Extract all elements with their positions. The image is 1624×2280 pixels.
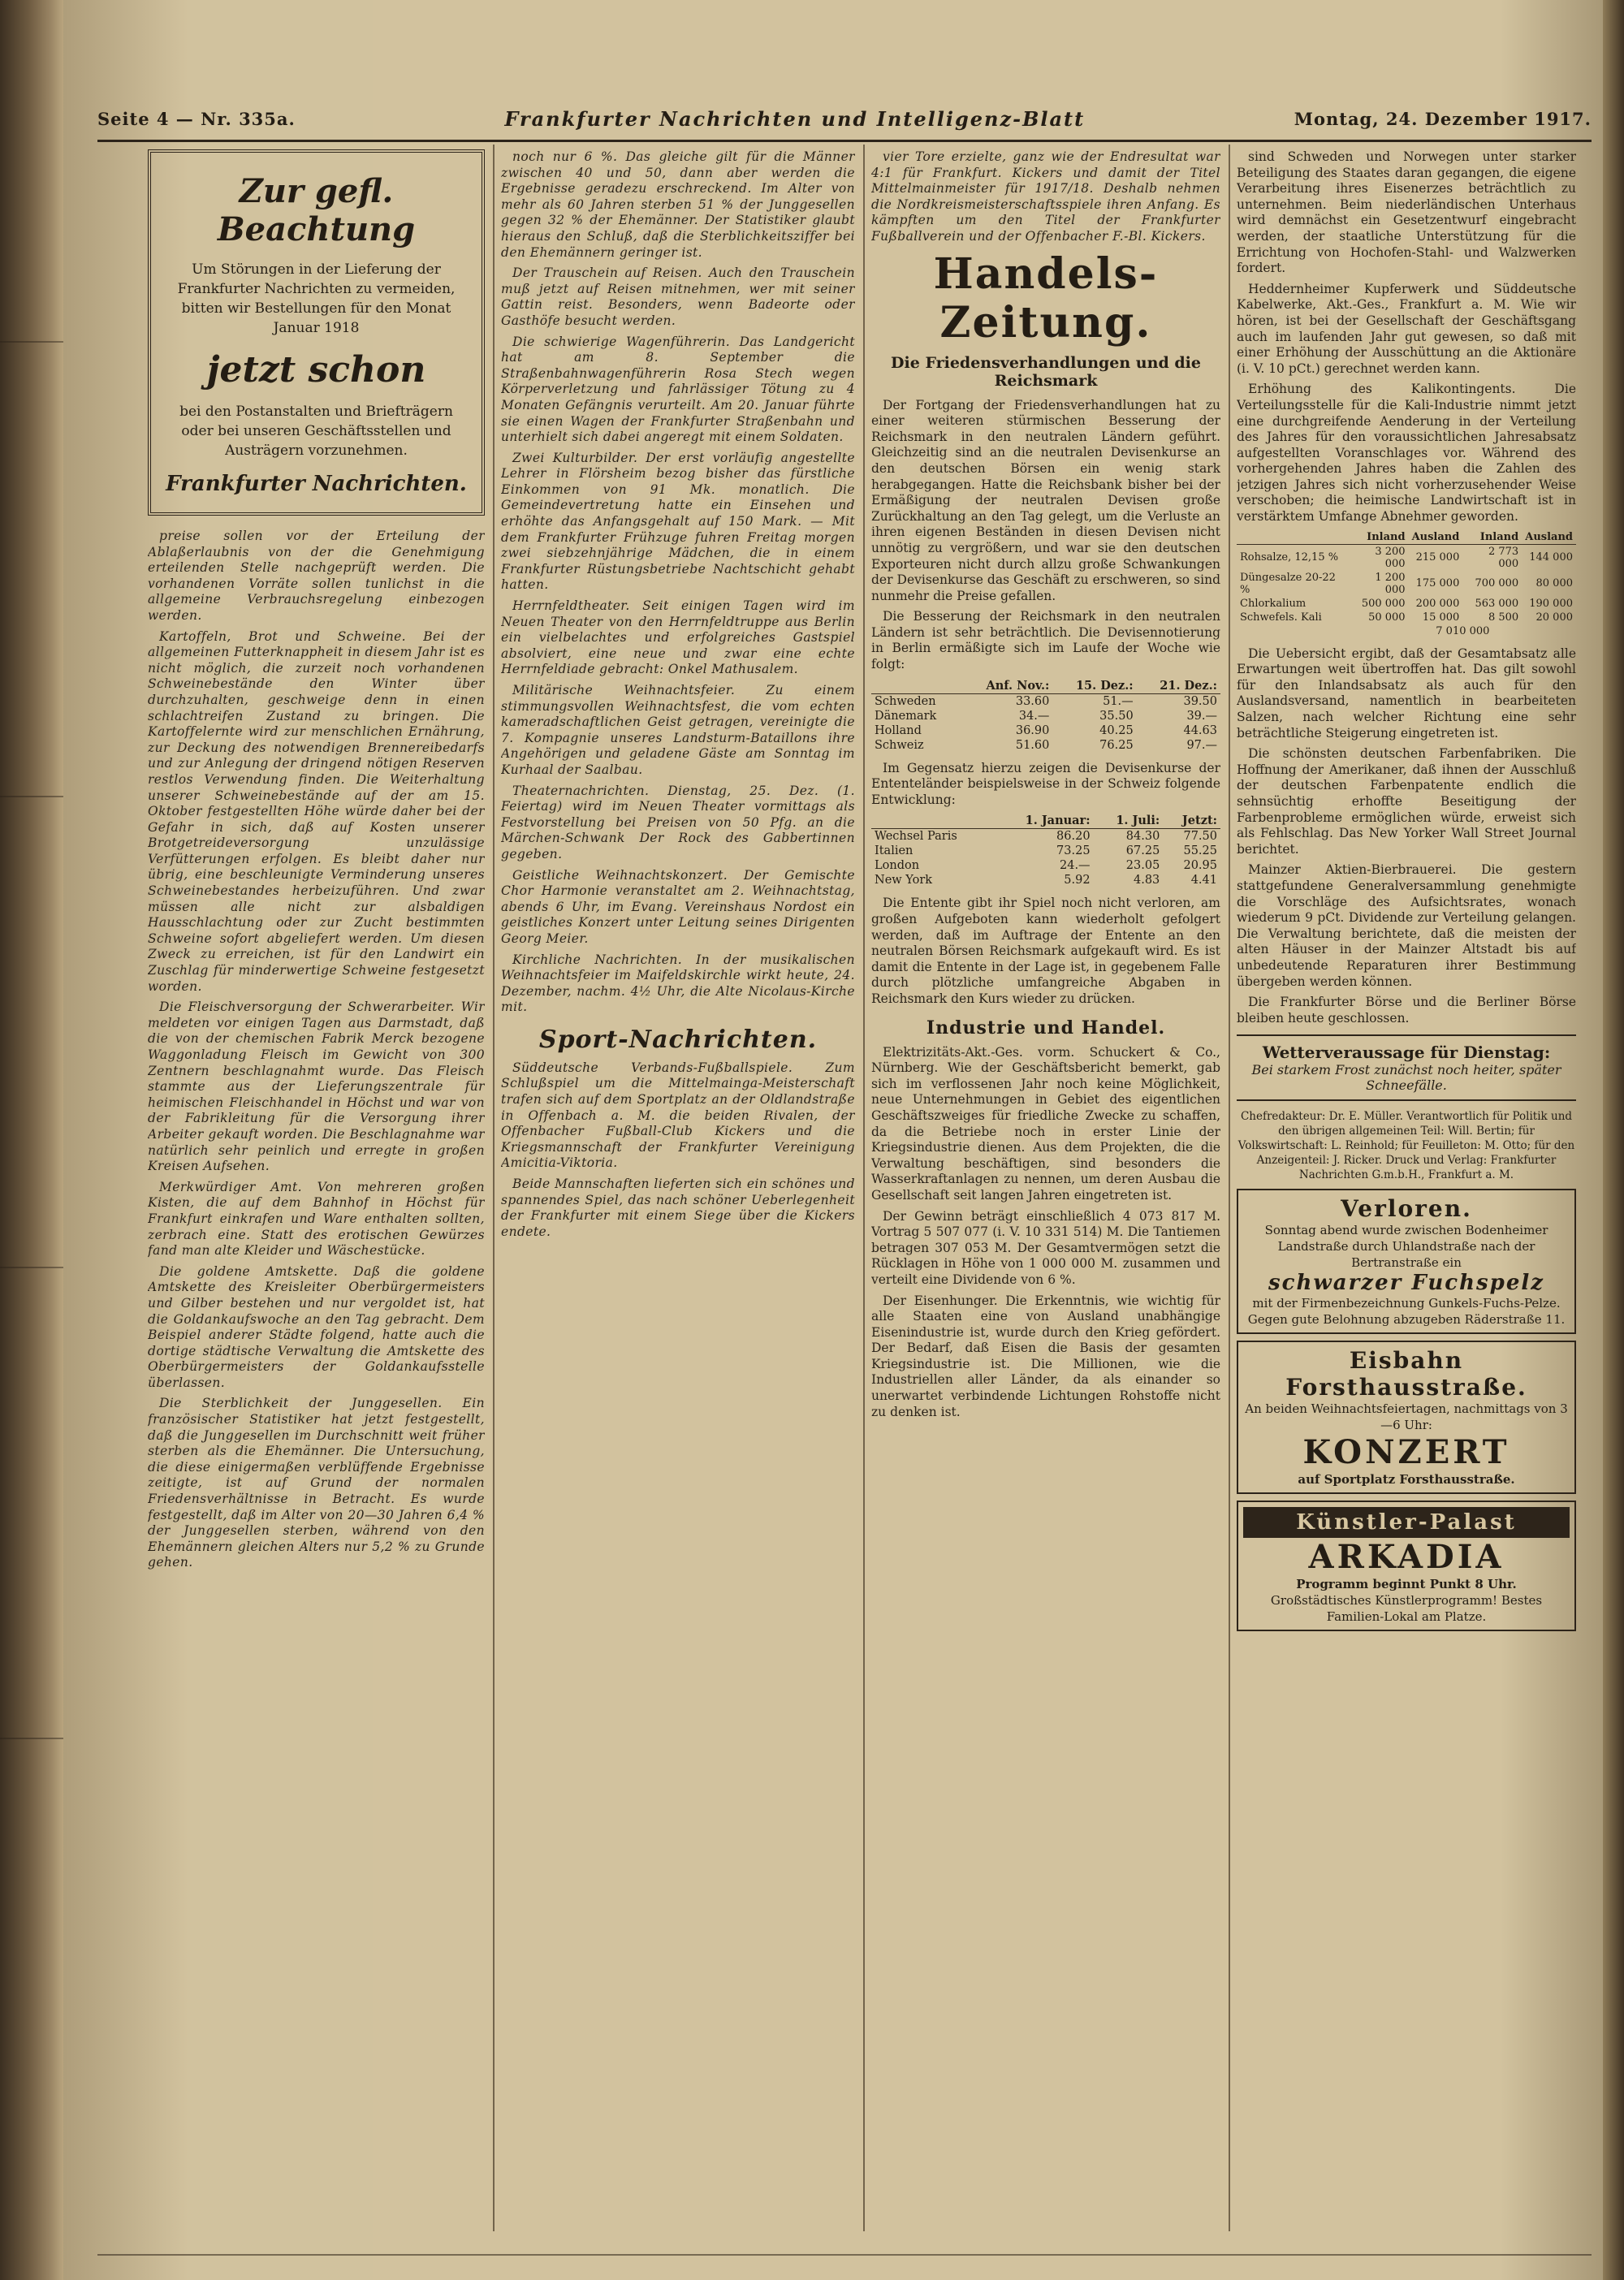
table-header: 21. Dez.: xyxy=(1137,678,1220,694)
table-cell: 80 000 xyxy=(1535,577,1573,590)
notice-text-2: bei den Postanstalten und Briefträgern oder bei unseren Geschäftsstellen und Austrägern vorzunehmen. xyxy=(179,404,453,459)
weather-forecast xyxy=(1237,1034,1576,1101)
sport-paragraph: Beide Mannschaften lieferten sich ein schönes und spannendes Spiel, das nach schöner Ueberlegenheit der Frankfurter mit einem Siege über die Kickers endete. xyxy=(501,1177,855,1239)
table-cell: 24.— xyxy=(1060,859,1091,873)
arkadia-ad-name: ARKADIA xyxy=(1308,1538,1505,1577)
page-bottom-rule xyxy=(97,2254,1592,2256)
article-paragraph: Die goldene Amtskette. Daß die goldene Amtskette des Kreisleiter Oberbürgermeisters und Gilber bestehen und nur vergoldet ist, hat die Goldankaufswoche an den Tag gebracht. Dem Beispiel anderer Städte folgend, hatte auch die dortige städtische Verwaltung die Amtskette des Oberbürgermeisters der Goldankaufsstelle überlassen. xyxy=(148,1263,485,1390)
table-header xyxy=(871,813,995,829)
article-paragraph: Heddernheimer Kupferwerk und Süddeutsche Kabelwerke, Akt.-Ges., Frankfurt a. M. Wie wir hören, ist bei der Gesellschaft der Geschäftsgang auch im laufenden Jahr gut gewesen, so daß mit einer Erhöhung der Ausschüttung an die Aktionäre (i. V. 10 pCt.) gerechnet werden kann. xyxy=(1237,281,1576,376)
table-row xyxy=(1237,597,1576,611)
entente-exchange-table xyxy=(871,813,1220,887)
table-cell: 50 000 xyxy=(1368,611,1406,624)
table-cell: 23.05 xyxy=(1125,859,1160,873)
sport-paragraph: Süddeutsche Verbands-Fußballspiele. Zum Schlußspiel um die Mittelmainga-Meisterschaft trafen sich auf dem Sportplatz an der Oldlandstraße in Offenbach a. M. die beiden Rivalen, der Offenbacher Fußball-Club Kickers und die Kriegsmannschaft der Frankfurter Vereinigung Amicitia-Viktoria. xyxy=(501,1060,855,1171)
table-row xyxy=(1237,571,1576,597)
table-header-row xyxy=(1237,530,1576,545)
arkadia-ad xyxy=(1237,1501,1576,1631)
article-paragraph: Erhöhung des Kalikontingents. Die Verteilungsstelle für die Kali-Industrie nimmt jetzt eine durchgreifende Aenderung in der Verteilung des Jahres für den voraussichtlichen Jahresabsatz aufgestellten Voranschlages vor. Während des vorhergehenden Jahres haben die Zahlen des jetzigen Jahres sich nicht vorherzusehender Weise verschoben; die heimische Landwirtschaft ist in verstärktem Umfange Abnehmer geworden. xyxy=(1237,382,1576,525)
table-cell: 175 000 xyxy=(1415,577,1460,590)
column-3 xyxy=(871,149,1220,2223)
table-cell: 51.60 xyxy=(1015,738,1050,752)
table-cell: Chlorkalium xyxy=(1240,597,1307,610)
column-1 xyxy=(148,149,485,2223)
lost-ad-item: schwarzer Fuchspelz xyxy=(1268,1271,1544,1296)
table-cell: Wechsel Paris xyxy=(875,830,957,844)
table-cell: Dänemark xyxy=(875,709,937,723)
exchange-rate-table xyxy=(871,678,1220,753)
table-header xyxy=(1237,530,1350,545)
table-header: Jetzt: xyxy=(1163,813,1220,829)
table-header-row xyxy=(871,678,1220,694)
table-row xyxy=(871,693,1220,709)
trade-section-title: Handels-Zeitung. xyxy=(933,248,1159,348)
notice-emphasis: jetzt schon xyxy=(206,349,426,391)
column-2 xyxy=(501,149,855,2223)
skating-ad-concert: KONZERT xyxy=(1302,1433,1510,1472)
arkadia-ad-sub: Programm beginnt Punkt 8 Uhr. xyxy=(1296,1577,1517,1592)
article-paragraph: Die schönsten deutschen Farbenfabriken. Die Hoffnung der Amerikaner, daß ihnen der Ausschluß der deutschen Farbenpatente endlich die sehnsüchtig erhoffte Beseitigung der Farbenprobleme ermöglichen würde, erweist sich als Fehlschlag. Das New Yorker Wall Street Journal berichtet. xyxy=(1237,746,1576,857)
column-rule xyxy=(1229,145,1230,2231)
weather-text: Bei starkem Frost zunächst noch heiter, später Schneefälle. xyxy=(1251,1062,1561,1094)
article-paragraph: Die Fleischversorgung der Schwerarbeiter. Wir meldeten vor einigen Tagen aus Darmstadt, daß die von der chemischen Fabrik Merck bezogene Waggonladung Fleisch im Gewicht von 300 Zentnern beschlagnahmt wurde. Das Fleisch stammte aus der Lieferungszentrale für heimischen Fleischhandel in Höchst und war von der Fabrikleitung für die Versorgung ihrer Arbeiter gekauft worden. Die Beschlagnahme war natürlich sehr peinlich und erregte in großen Kreisen Aufsehen. xyxy=(148,1000,485,1174)
table-row xyxy=(871,873,1220,887)
article-paragraph: Die Besserung der Reichsmark in den neutralen Ländern ist sehr beträchtlich. Die Devisennotierung in Berlin ermäßigte sich im Laufe der Woche wie folgt: xyxy=(871,609,1220,672)
column-rule xyxy=(863,145,865,2231)
industry-section-title: Industrie und Handel. xyxy=(926,1017,1166,1039)
table-cell: 4.83 xyxy=(1134,874,1160,887)
table-header-row xyxy=(871,813,1220,829)
table-header: Ausland xyxy=(1409,530,1463,545)
table-cell: 2 773 000 xyxy=(1488,545,1519,570)
table-cell: 34.— xyxy=(1018,709,1050,723)
table-row xyxy=(871,723,1220,738)
article-paragraph: vier Tore erzielte, ganz wie der Endresultat war 4:1 für Frankfurt. Kickers und damit der Titel Mittelmainmeister für 1917/18. Deshalb nehmen die Nordkreismeisterschaftsspiele ihren Anfang. Es kämpften um den Titel der Frankfurter Fußballverein und der Offenbacher F.-Bl. Kickers. xyxy=(871,149,1220,244)
table-cell: 4.41 xyxy=(1190,874,1217,887)
article-paragraph: Elektrizitäts-Akt.-Ges. vorm. Schuckert & Co., Nürnberg. Wie der Geschäftsbericht bemerkt, gab sich im verflossenen Jahr noch keine Möglichkeit, neue Unternehmungen in Gebiet des eigentlichen Geschäftszweiges für friedliche Zwecke zu schaffen, da die Betriebe noch in erster Linie der Kriegsindustrie dienen. Aus dem Projekten, die die Verwaltung beschäftigen, sind besonders die Wasserkraftanlagen zu nennen, um deren Ausbau die Gesellschaft seit langen Jahren eingetreten ist. xyxy=(871,1044,1220,1203)
issue-date: Montag, 24. Dezember 1917. xyxy=(1294,108,1592,129)
table-cell: 86.20 xyxy=(1056,830,1091,844)
notice-title: Zur gefl. Beachtung xyxy=(217,172,416,248)
table-header: Inland xyxy=(1350,530,1409,545)
skating-rink-ad xyxy=(1237,1341,1576,1494)
table-cell: 3 200 000 xyxy=(1375,545,1406,570)
table-header: 1. Juli: xyxy=(1094,813,1164,829)
table-cell: Schweiz xyxy=(875,738,924,752)
arkadia-ad-sub-2: Großstädtisches Künstlerprogramm! Bestes Familien-Lokal am Platze. xyxy=(1270,1593,1543,1625)
table-cell: Schwefels. Kali xyxy=(1240,611,1322,624)
table-cell: 15 000 xyxy=(1422,611,1460,624)
article-paragraph: Die Sterblichkeit der Junggesellen. Ein französischer Statistiker hat jetzt festgestellt, daß die Junggesellen im Durchschnitt weit früher sterben als die Ehemänner. Die Untersuchung, die diese einigermaßen verblüffende Ergebnisse zeitigte, ist auf Grund der normalen Friedensverhältnisse in Betracht. Es wurde festgestellt, daß im Alter von 20—30 Jahren 6,4 % der Junggesellen sterben, während von den Ehemännern gleichen Alters nur 5,2 % zu Grunde gehen. xyxy=(148,1396,485,1570)
table-cell: 1 200 000 xyxy=(1375,571,1406,596)
article-paragraph: Der Eisenhunger. Die Erkenntnis, wie wichtig für alle Staaten eine von Ausland unabhängige Eisenindustrie ist, wurde durch den Krieg gefördert. Der Bedarf, daß Eisen die Basis der gesamten Kriegsindustrie ist. Die Millionen, wie die Industriellen aller Länder, da als einander so unerwartet verbindende Lichtungen Rohstoffe nicht zu denken ist. xyxy=(871,1293,1220,1419)
article-paragraph: Im Gegensatz hierzu zeigen die Devisenkurse der Ententeländer beispielsweise in der Schweiz folgende Entwicklung: xyxy=(871,760,1220,807)
article-paragraph: Theaternachrichten. Dienstag, 25. Dez. (1. Feiertag) wird im Neuen Theater vormittags als Festvorstellung bei Preisen von 50 Pfg. an die Märchen-Schwank Der Rock des Gabbertinnen gegeben. xyxy=(501,783,855,861)
table-cell: 39.50 xyxy=(1183,694,1217,708)
table-cell: Rohsalze, 12,15 % xyxy=(1240,551,1339,564)
weather-title: Wetterveraussage für Dienstag: xyxy=(1262,1043,1551,1063)
table-total-row xyxy=(1237,624,1576,638)
table-total: 7 010 000 xyxy=(1436,624,1490,637)
table-header xyxy=(871,678,961,694)
article-paragraph: Die Frankfurter Börse und die Berliner Börse bleiben heute geschlossen. xyxy=(1237,995,1576,1026)
header-rule xyxy=(97,140,1592,142)
table-cell: 700 000 xyxy=(1475,577,1519,590)
lost-ad-title: Verloren. xyxy=(1341,1195,1472,1223)
article-paragraph: Herrnfeldtheater. Seit einigen Tagen wird im Neuen Theater von den Herrnfeldtruppe aus Berlin ein vielbelachtes und erfolgreiches Gastspiel absolviert, eine neue und zwar eine echte Herrnfeldiade gebracht: Onkel Mathusalem. xyxy=(501,598,855,677)
table-header: Anf. Nov.: xyxy=(961,678,1053,694)
table-cell: 20 000 xyxy=(1535,611,1573,624)
article-paragraph: Die Uebersicht ergibt, daß der Gesamtabsatz alle Erwartungen weit übertroffen hat. Das gilt sowohl für den Inlandsabsatz als auch für den Auslandsversand, namentlich in bearbeiteten Salzen, nach welcher Richtung eine sehr beträchtliche Steigerung eingetreten ist. xyxy=(1237,646,1576,741)
table-cell: 563 000 xyxy=(1475,597,1519,610)
lost-ad-text: Sonntag abend wurde zwischen Bodenheimer Landstraße durch Uhlandstraße nach der Bertranstraße ein xyxy=(1264,1223,1548,1271)
article-paragraph: Die Entente gibt ihr Spiel noch nicht verloren, am großen Aufgeboten kann wiederholt gefolgert werden, daß im Auftrage der Entente an den neutralen Börsen Reichsmark aufgekauft wird. Es ist damit die Entente in der Lage ist, in gegebenem Falle durch plötzliche umfangreiche Abgaben in Reichsmark den Kurs wieder zu drücken. xyxy=(871,896,1220,1006)
table-cell: 500 000 xyxy=(1361,597,1406,610)
table-cell: Schweden xyxy=(875,694,936,708)
table-cell: 55.25 xyxy=(1183,844,1217,858)
table-cell: 200 000 xyxy=(1415,597,1460,610)
book-binding xyxy=(0,0,63,2280)
column-rule xyxy=(493,145,495,2231)
masthead-title: Frankfurter Nachrichten und Intelligenz-Blatt xyxy=(504,106,1086,131)
article-paragraph: Merkwürdiger Amt. Von mehreren großen Kisten, die auf dem Bahnhof in Höchst für Frankfurt einkrafen und Ware enthalten sollten, zerbrach eine. Statt des erotischen Gewürzes fand man alte Kleider und Wäschestücke. xyxy=(148,1179,485,1259)
table-cell: 215 000 xyxy=(1415,551,1460,564)
page-edge xyxy=(1603,0,1624,2280)
potash-table xyxy=(1237,530,1576,638)
table-header: Ausland xyxy=(1522,530,1576,545)
table-cell: 8 500 xyxy=(1488,611,1519,624)
table-cell: 73.25 xyxy=(1056,844,1091,858)
article-paragraph: sind Schweden und Norwegen unter starker Beteiligung des Staates daran gegangen, die eigene Verarbeitung ihres Eisenerzes beträchtlich zu unternehmen. Beim niederländischen Unterhaus wird demnächst ein Gesetzentwurf eingebracht werden, der staatliche Unterstützung für die Errichtung von Hochofen-Stahl- und Walzwerken fordert. xyxy=(1237,149,1576,276)
article-paragraph: Der Trauschein auf Reisen. Auch den Trauschein muß jetzt auf Reisen mitnehmen, wer mit seiner Gattin reist. Besonders, wenn Badeorte oder Gasthöfe besucht werden. xyxy=(501,266,855,328)
article-paragraph: Geistliche Weihnachtskonzert. Der Gemischte Chor Harmonie veranstaltet am 2. Weihnachtstag, abends 6 Uhr, im Evang. Vereinshaus Nordost ein geistliches Konzert unter Leitung seines Dirigenten Georg Meier. xyxy=(501,867,855,946)
table-cell: 39.— xyxy=(1186,709,1217,723)
table-cell: 40.25 xyxy=(1099,723,1134,737)
trade-section-subtitle: Die Friedensverhandlungen und die Reichsmark xyxy=(891,353,1201,390)
table-header: 1. Januar: xyxy=(995,813,1094,829)
table-cell: 144 000 xyxy=(1529,551,1573,564)
table-cell: 97.— xyxy=(1186,738,1217,752)
article-paragraph: Der Fortgang der Friedensverhandlungen hat zu einer weiteren stürmischen Besserung der Reichsmark in den neutralen Ländern geführt. Gleichzeitig sind an die neutralen Devisenkurse an den deutschen Börsen ein wenig stark herabgegangen. Hatte die Reichsbank bisher bei der Ermäßigung der neutralen Devisen große Zurückhaltung an den Tag gelegt, um die Verluste an ihren eigenen Beständen in diesen Devisen nicht unnötig zu vergrößern, und war sie den deutschen Exporteuren nicht durch allzu große Schwankungen der Devisenkurse das Geschäft zu erschweren, so sind nunmehr die Preise gefallen. xyxy=(871,397,1220,603)
arkadia-ad-top: Künstler-Palast xyxy=(1243,1507,1570,1538)
lost-ad-text-2: mit der Firmenbezeichnung Gunkels-Fuchs-Pelze. Gegen gute Belohnung abzugeben Räderstraße 11. xyxy=(1247,1296,1566,1328)
skating-ad-sub-2: auf Sportplatz Forsthausstraße. xyxy=(1298,1472,1515,1488)
article-paragraph: Der Gewinn beträgt einschließlich 4 073 817 M. Vortrag 5 507 077 (i. V. 10 331 514) M. Die Tantiemen betragen 307 053 M. Der Gesamtvermögen setzt die Rücklagen in Höhe von 1 000 000 M. zusammen und verteilt eine Dividende von 6 %. xyxy=(871,1208,1220,1287)
table-cell: 51.— xyxy=(1103,694,1134,708)
table-cell: 190 000 xyxy=(1529,597,1573,610)
lost-item-ad xyxy=(1237,1189,1576,1334)
table-cell: 44.63 xyxy=(1183,723,1217,737)
page-number: Seite 4 — Nr. 335a. xyxy=(97,108,296,129)
table-cell: London xyxy=(875,859,920,873)
table-cell: 35.50 xyxy=(1099,709,1134,723)
page-header xyxy=(97,96,1592,141)
table-cell: 20.95 xyxy=(1183,859,1217,873)
article-paragraph: Militärische Weihnachtsfeier. Zu einem stimmungsvollen Weihnachtsfest, die vom echten kameradschaftlichen Geist getragen, vereinigte die 7. Kompagnie unseres Landsturm-Bataillons ihre Angehörigen und geladene Gäste am Sonntag im Kurhaal der Saalbau. xyxy=(501,683,855,777)
table-cell: 76.25 xyxy=(1099,738,1134,752)
table-cell: 84.30 xyxy=(1125,830,1160,844)
table-cell: 5.92 xyxy=(1064,874,1091,887)
table-cell: 33.60 xyxy=(1015,694,1050,708)
notice-text: Um Störungen in der Lieferung der Frankfurter Nachrichten zu vermeiden, bitten wir Bestellungen für den Monat Januar 1918 xyxy=(177,261,456,336)
table-row xyxy=(871,709,1220,723)
subscription-notice xyxy=(148,149,485,516)
table-row xyxy=(1237,544,1576,571)
sport-section-title: Sport-Nachrichten. xyxy=(538,1025,818,1054)
table-cell: Italien xyxy=(875,844,914,858)
article-paragraph: Die schwierige Wagenführerin. Das Landgericht hat am 8. September die Straßenbahnwagenführerin Rosa Stech wegen Körperverletzung und fahrlässiger Tötung zu 4 Monaten Gefängnis verurteilt. Am 20. Januar führte sie einen Wagen der Frankfurter Straßenbahn und unterhielt sich dabei angeregt mit einem Soldaten. xyxy=(501,334,855,445)
article-paragraph: Zwei Kulturbilder. Der erst vorläufig angestellte Lehrer in Flörsheim bezog bisher das fürstliche Einkommen von 91 Mk. monatlich. Die Gemeindevertretung hatte ein Einsehen und erhöhte das Anfangsgehalt auf 150 Mark. — Mit dem Frankfurter Frühzuge fuhren Freitag morgen zwei siebzehnjährige Mädchen, die in einem Frankfurter Rüstungsbetriebe Nachtschicht gehabt hatten. xyxy=(501,450,855,593)
notice-signature: Frankfurter Nachrichten. xyxy=(166,472,467,496)
table-cell: New York xyxy=(875,874,933,887)
article-paragraph: noch nur 6 %. Das gleiche gilt für die Männer zwischen 40 und 50, dann aber werden die Ergebnisse geradezu erschreckend. Im Alter von mehr als 60 Jahren sterben 51 % der Junggesellen gegen 32 % der Ehemänner. Der Statistiker glaubt hieraus den Schluß, daß die Sterblichkeitsziffer bei den Ehemännern geringer ist. xyxy=(501,149,855,260)
table-cell: Düngesalze 20-22 % xyxy=(1240,571,1336,596)
skating-ad-title: Eisbahn Forsthausstraße. xyxy=(1285,1347,1527,1401)
table-cell: 77.50 xyxy=(1183,830,1217,844)
table-cell: Holland xyxy=(875,723,922,737)
table-header: 15. Dez.: xyxy=(1052,678,1136,694)
table-row xyxy=(871,844,1220,858)
column-4 xyxy=(1237,149,1576,2223)
article-paragraph: Kartoffeln, Brot und Schweine. Bei der allgemeinen Futterknappheit in diesem Jahr ist es nicht möglich, die zurzeit noch vorhandenen Schweinebestände den Winter über durchzuhalten, geschweige denn in einen schlachtreifen Zustand zu bringen. Die Kartoffelernte wird zur menschlichen Ernährung, zur Deckung des notwendigen Brennereibedarfs und zur Anlegung der dringend nötigen Reserven restlos Verwendung finden. Die Weiterhaltung unserer Schweinebestände auf der am 15. Oktober festgestellten Höhe würde daher bei der Gefahr in sich, daß auf Kosten unserer Brotgetreideversorgung unzulässige Verfütterungen erfolgen. Es bleibt daher nur übrig, eine beschleunigte Verminderung unseres Schweinebestandes herbeizuführen. Und zwar müssen alle nicht zur alsbaldigen Hausschlachtung oder zur Zucht bestimmten Schweine sofort abgeliefert werden. Um diesen Zweck zu erreichen, ist für den Landwirt ein Zuschlag für minderwertige Schweine festgesetzt worden. xyxy=(148,628,485,994)
table-cell: 36.90 xyxy=(1015,723,1050,737)
table-row xyxy=(871,738,1220,753)
table-row xyxy=(1237,611,1576,624)
editorial-credits: Chefredakteur: Dr. E. Müller. Verantwortlich für Politik und den übrigen allgemeinen Teil: Will. Bertin; für Volkswirtschaft: L. Reinhold; für Feuilleton: M. Otto; für den Anzeigenteil: J. Ricker. Druck und Verlag: Frankfurter Nachrichten G.m.b.H., Frankfurt a. M. xyxy=(1237,1110,1575,1182)
skating-ad-sub: An beiden Weihnachtsfeiertagen, nachmittags von 3—6 Uhr: xyxy=(1245,1401,1568,1433)
article-paragraph: Mainzer Aktien-Bierbrauerei. Die gestern stattgefundene Generalversammlung genehmigte die Vorschläge des Aufsichtsrates, wonach wiederum 9 pCt. Dividende zur Verteilung gelangen. Die Verwaltung berichtete, daß die meisten der alten Häuser in der Mainzer Altstadt bis auf unbedeutende Reparaturen ihrer Bestimmung übergeben werden können. xyxy=(1237,862,1576,989)
article-paragraph: Kirchliche Nachrichten. In der musikalischen Weihnachtsfeier im Maifeldskirchle wirkt heute, 24. Dezember, nachm. 4½ Uhr, die Alte Nicolaus-Kirche mit. xyxy=(501,952,855,1015)
table-row xyxy=(871,829,1220,844)
table-cell: 67.25 xyxy=(1125,844,1160,858)
table-header: Inland xyxy=(1462,530,1522,545)
article-paragraph: preise sollen vor der Erteilung der Ablaßerlaubnis von der die Genehmigung erteilenden Stelle nachgeprüft werden. Die vorhandenen Vorräte sollen tunlichst in die allgemeine Verbrauchsregelung einbezogen werden. xyxy=(148,529,485,623)
table-row xyxy=(871,858,1220,873)
